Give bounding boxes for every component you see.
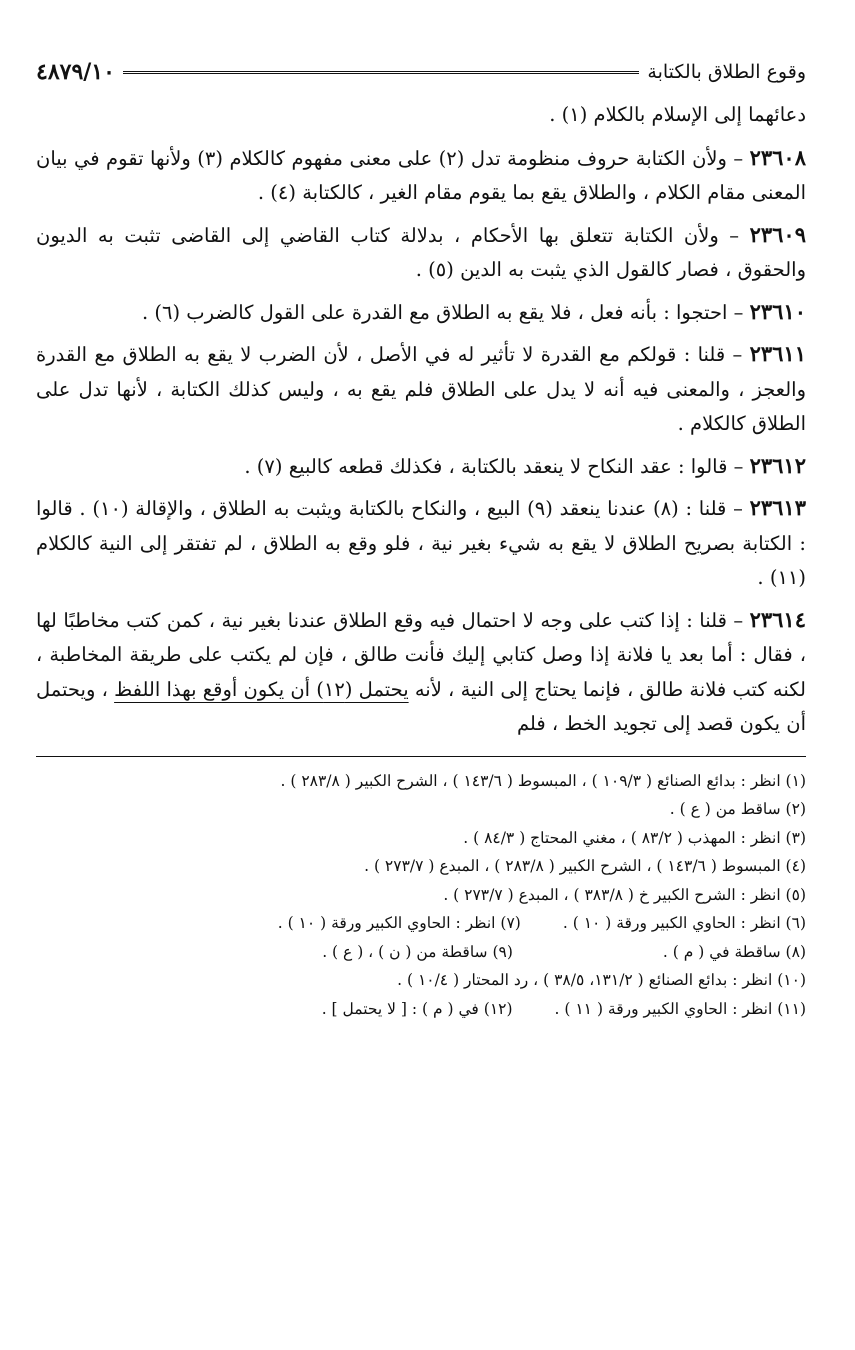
footnote: (٥) انظر : الشرح الكبير خ ( ٣٨٣/٨ ) ، المبدع ( ٢٧٣/٧ ) . <box>443 885 806 904</box>
paragraph-text: دعائهما إلى الإسلام بالكلام (١) . <box>549 103 806 126</box>
header-rule <box>123 71 639 74</box>
paragraph-number: ٢٣٦٠٩ <box>749 221 806 247</box>
paragraph <box>36 603 806 742</box>
paragraph <box>36 337 806 442</box>
footnote-line <box>36 938 806 967</box>
footnote-divider <box>36 756 806 757</box>
underlined-text: يحتمل (١٢) أن يكون أوقع بهذا اللفظ <box>114 677 409 701</box>
footnote: (٣) انظر : المهذب ( ٨٣/٢ ) ، مغني المحتاج ( ٨٤/٣ ) . <box>463 828 806 847</box>
paragraph <box>36 295 806 331</box>
footnote-line <box>36 824 806 853</box>
page-number: ٤٨٧٩/١٠ <box>36 59 115 85</box>
paragraph-number: ٢٣٦١١ <box>749 341 806 366</box>
paragraph-text: – ولأن الكتابة حروف منظومة تدل (٢) على معنى مفهوم كالكلام (٣) ولأنها تقوم في بيان المعنى مقام الكلام ، والطلاق يقع بما يقوم مقام الغير ، كالكتابة (٤) . <box>36 146 806 204</box>
footnote: (١٠) انظر : بدائع الصنائع ( ١٣١/٢، ٣٨/٥ ) ، رد المحتار ( ١٠/٤ ) . <box>397 971 806 989</box>
paragraph <box>36 218 806 288</box>
footnote-line <box>36 995 806 1024</box>
paragraph-text: – قالوا : عقد النكاح لا ينعقد بالكتابة ، فكذلك قطعه كالبيع (٧) . <box>244 454 750 478</box>
footnotes <box>36 767 806 1024</box>
footnote-line <box>36 852 806 881</box>
paragraph-text-end: ، ويحتمل أن يكون قصد إلى تجويد الخط ، فلم <box>36 677 806 735</box>
paragraph-text: – قلنا : قولكم مع القدرة لا تأثير له في الأصل ، لأن الضرب لا يقع به الطلاق مع القدرة والعجز ، والمعنى فيه أنه لا يدل على الطلاق فلم يقع به ، وليس كذلك الكتابة ، لأنها تدل على الطلاق كالكلام . <box>36 343 806 435</box>
paragraph-number: ٢٣٦١٤ <box>749 606 806 632</box>
footnote-line <box>36 881 806 910</box>
footnote: (١١) انظر : الحاوي الكبير ورقة ( ١١ ) . <box>554 999 806 1018</box>
footnote: (٤) المبسوط ( ١٤٣/٦ ) ، الشرح الكبير ( ٢٨٣/٨ ) ، المبدع ( ٢٧٣/٧ ) . <box>364 857 806 875</box>
paragraph-number: ٢٣٦١٢ <box>749 452 806 478</box>
footnote: (١٢) في ( م ) : [ لا يحتمل ] . <box>321 999 513 1018</box>
header-title: وقوع الطلاق بالكتابة <box>647 61 806 83</box>
footnote-line <box>36 966 806 995</box>
footnote-line <box>36 909 806 938</box>
footnote-line <box>36 795 806 824</box>
paragraph-text: – احتجوا : بأنه فعل ، فلا يقع به الطلاق مع القدرة على القول كالضرب (٦) . <box>141 300 750 324</box>
paragraph-number: ٢٣٦٠٨ <box>749 144 806 170</box>
paragraph <box>36 449 806 485</box>
book-page <box>36 52 806 1023</box>
paragraph-number: ٢٣٦١٣ <box>749 495 806 520</box>
footnote: (٨) ساقطة في ( م ) . <box>662 942 806 961</box>
paragraph <box>36 98 806 133</box>
paragraph <box>36 491 806 596</box>
main-text <box>36 98 806 742</box>
paragraph <box>36 141 806 211</box>
running-header <box>36 52 806 92</box>
footnote: (٦) انظر : الحاوي الكبير ورقة ( ١٠ ) . <box>562 914 806 932</box>
paragraph-text: – ولأن الكتابة تتعلق بها الأحكام ، بدلالة كتاب القاضي إلى القاضى تثبت به الديون والحقوق ، فصار كالقول الذي يثبت به الدين (٥) . <box>36 223 806 281</box>
paragraph-number: ٢٣٦١٠ <box>749 298 806 324</box>
footnote: (٢) ساقط من ( ع ) . <box>669 800 806 818</box>
paragraph-text: – قلنا : (٨) عندنا ينعقد (٩) البيع ، والنكاح بالكتابة ويثبت به الطلاق ، والإقالة (١٠) . قالوا : الكتابة بصريح الطلاق لا يقع به شيء بغير نية ، فلو وقع به الطلاق ، لم تفتقر إلى النية كالكلام (١١) . <box>36 497 806 589</box>
footnote-line <box>36 767 806 796</box>
paragraph-text: – قلنا : إذا كتب على وجه لا احتمال فيه وقع الطلاق عندنا بغير نية ، كمن كتب مخاطبًا لها ، فقال : أما بعد يا فلانة إذا وصل كتابي إليك فأنت طالق ، فإن لم يكتب على طريقة المخاطبة ، لكنه كتب فلانة طالق ، فإنما يحتاج إلى النية ، لأنه <box>36 608 806 701</box>
footnote: (٩) ساقطة من ( ن ) ، ( ع ) . <box>322 942 513 961</box>
footnote: (٧) انظر : الحاوي الكبير ورقة ( ١٠ ) . <box>277 914 521 932</box>
footnote: (١) انظر : بدائع الصنائع ( ١٠٩/٣ ) ، المبسوط ( ١٤٣/٦ ) ، الشرح الكبير ( ٢٨٣/٨ ) . <box>280 771 806 790</box>
